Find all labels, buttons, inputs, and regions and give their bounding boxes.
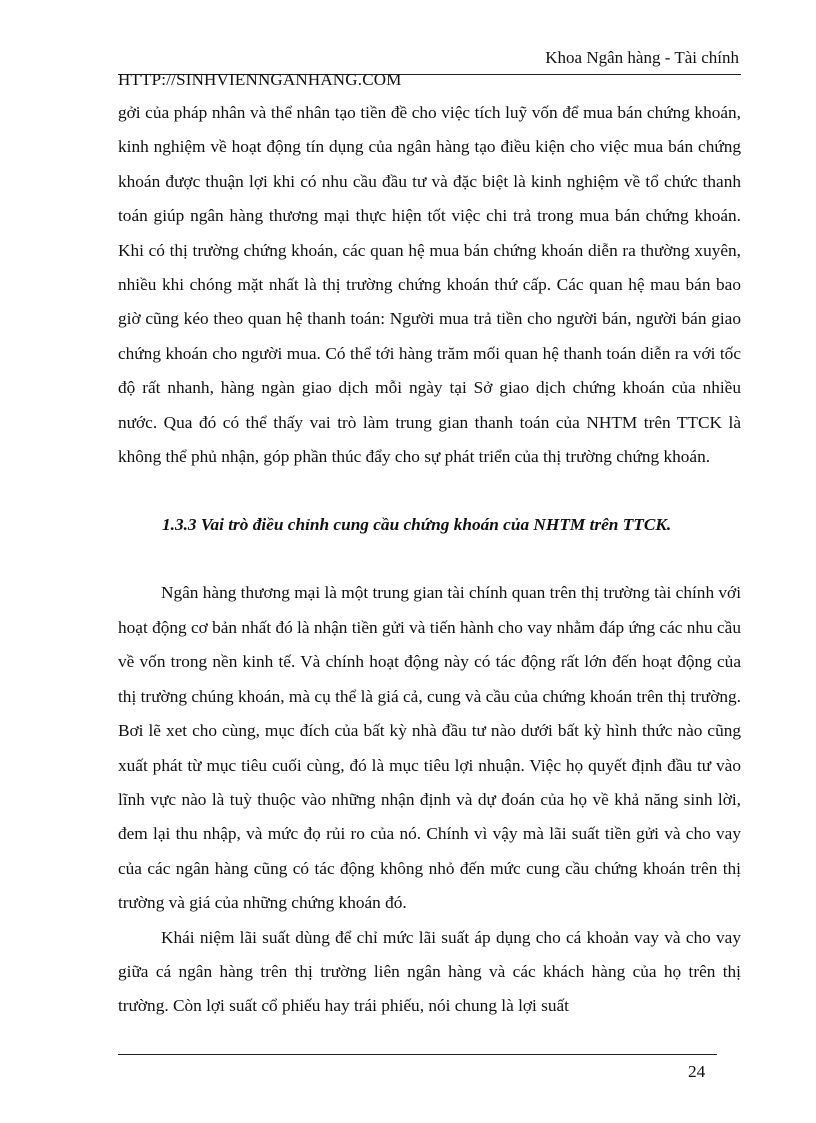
paragraph-1: gởi của pháp nhân và thể nhân tạo tiền đề cho việc tích luỹ vốn để mua bán chứng khoán, kinh nghiệm về hoạt động tín dụng của ngân hàng tạo điều kiện cho việc mua bán chứng khoán được thuận lợi khi có nhu cầu đầu tư và đặc biệt là kinh nghiệm về tổ chức thanh toán giúp ngân hàng thương mại thực hiện tốt việc chi trả trong mua bán chứng khoán. Khi có thị trường chứng khoán, các quan hệ mua bán chứng khoán diễn ra thường xuyên, nhiều khi chóng mặt nhất là thị trường chứng khoán thứ cấp. Các quan hệ mau bán bao giờ cũng kéo theo quan hệ thanh toán: Người mua trả tiền cho người bán, người bán giao chứng khoán cho người mua. Có thể tới hàng trăm mối quan hệ thanh toán diễn ra với tốc độ rất nhanh, hàng ngàn giao dịch mỗi ngày tại Sở giao dịch chứng khoán của nhiều nước. Qua đó có thể thấy vai trò làm trung gian thanh toán của NHTM trên TTCK là không thể phủ nhận, góp phần thúc đẩy cho sự phát triển của thị trường chứng khoán. <box>118 103 741 467</box>
footer-rule <box>118 1054 717 1055</box>
site-url: HTTP://SINHVIENNGANHANG.COM <box>118 70 402 89</box>
document-body <box>118 96 741 1024</box>
department-label: Khoa Ngân hàng - Tài chính <box>545 48 739 67</box>
paragraph-2: Ngân hàng thương mại là một trung gian tài chính quan trên thị trường tài chính với hoạt động cơ bản nhất đó là nhận tiền gửi và tiến hành cho vay nhằm đáp ứng các nhu cầu về vốn trong nền kinh tế. Và chính hoạt động này có tác động rất lớn đến hoạt động của thị trường chúng khoán, mà cụ thể là giá cả, cung và cầu của chứng khoán trên thị trường. Bơi lẽ xet cho cùng, mục đích của bất kỳ nhà đầu tư nào dưới bất kỳ hình thức nào cũng xuất phát từ mục tiêu cuối cùng, đó là mục tiêu lợi nhuận. Việc họ quyết định đầu tư vào lĩnh vực nào là tuỳ thuộc vào những nhận định và dự đoán của họ về khả năng sinh lời, đem lại thu nhập, và mức đọ rủi ro của nó. Chính vì vậy mà lãi suất tiền gửi và cho vay của các ngân hàng cũng có tác động không nhỏ đến mức cung cầu chứng khoán trên thị trường và giá của những chứng khoán đó. <box>118 583 741 913</box>
page-number: 24 <box>688 1062 706 1081</box>
paragraph-3: Khái niệm lãi suất dùng để chỉ mức lãi suất áp dụng cho cá khoản vay và cho vay giữa cá ngân hàng trên thị trường liên ngân hàng và các khách hàng của họ trên thị trường. Còn lợi suất cổ phiếu hay trái phiếu, nói chung là lợi suất <box>118 927 741 1016</box>
section-heading: 1.3.3 Vai trò điều chỉnh cung cầu chứng khoán của NHTM trên TTCK. <box>162 515 672 535</box>
